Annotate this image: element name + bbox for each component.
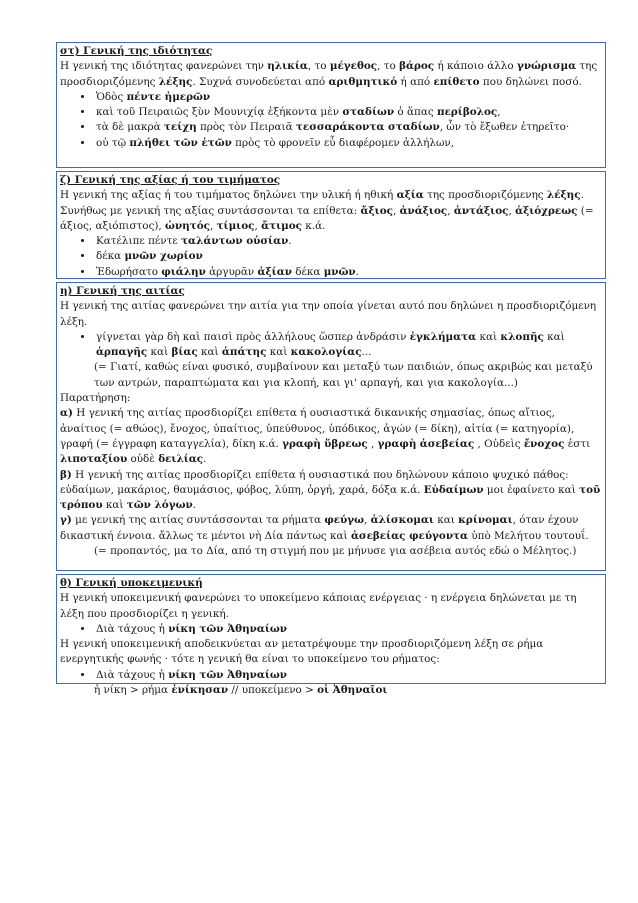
- section-title: θ) Γενική υποκειμενική: [60, 577, 203, 589]
- section-title: στ) Γενική της ιδιότητας: [60, 45, 213, 57]
- example-list: [60, 330, 602, 361]
- section-title: η) Γενική της αιτίας: [60, 285, 185, 297]
- translation: (= προπαντός, μα το Δία, από τη στιγμή που με μήνυσε για ασέβεια αυτός εδώ ο Μέλητος.): [94, 545, 577, 558]
- section-intro: Η γενική υποκειμενική φανερώνει το υποκείμενο κάποιας ενέργειας · η ενέργεια δηλώνεται με τη λέξη που προσδιορίζει η γενική.: [60, 592, 577, 620]
- list-item: • Κατέλιπε πέντε ταλάντων οὐσίαν.: [94, 234, 602, 249]
- list-item: • Ἐδωρήσατο φιάλην ἀργυρᾶν ἀξίαν δέκα μνῶν.: [94, 265, 602, 280]
- note-a: α) Η γενική της αιτίας προσδιορίζει επίθετα ή ουσιαστικά δικανικής σημασίας, όπως αἴτιος, ἀναίτιος (= αθώος), ἔνοχος, ὑπαίτιος, ὑπεύθυνος, ὑπόδικος, ἀγών (= δίκη), αἰτία (= κατηγορία), γραφή (= έγγραφη καταγγελία), δίκη κ.ά. γραφὴ ὕβρεως , γραφὴ ἀσεβείας , Οὐδεὶς ἔνοχος ἐστι λιποταξίου οὐδὲ δειλίας.: [60, 407, 591, 466]
- example-list: [60, 234, 602, 280]
- section-paragraph: [60, 59, 602, 90]
- section-intro: Η γενική της αιτίας φανερώνει την αιτία για την οποία γίνεται αυτό που δηλώνει η προσδιοριζόμενη λέξη.: [60, 300, 597, 328]
- note-c: γ) με γενική της αιτίας συντάσσονται τα ρήματα φεύγω, ἁλίσκομαι και κρίνομαι, όταν έχουν δικαστική έννοια. ἄλλως τε μέντοι νὴ Δία πάντως καὶ ἀσεβείας φεύγοντα ὑπὸ Μελήτου τουτουΐ.: [60, 514, 589, 542]
- text: , το: [377, 60, 400, 73]
- section-title: ζ) Γενική της αξίας ή του τιμήματος: [60, 174, 281, 186]
- list-item: • δέκα μνῶν χωρίον: [94, 249, 602, 264]
- example-list: [60, 668, 602, 683]
- bold-term: ηλικία: [267, 60, 308, 73]
- document-page: [56, 42, 606, 697]
- section-paragraph: Η γενική της αξίας ή του τιμήματος δηλώνει την υλική ή ηθική αξία της προσδιοριζόμενης λέξης. Συνήθως με γενική της αξίας συντάσσονται τα επίθετα: ἄξιος, ἀνάξιος, ἀντάξιος, ἀξιόχρεως (= άξιος, αξιόπιστος), ὠνητός, τίμιος, ἄτιμος κ.ά.: [60, 189, 594, 232]
- bold-term: μέγεθος: [329, 60, 378, 73]
- example-list: [60, 90, 602, 151]
- bold-term: αριθμητικό: [328, 75, 398, 88]
- list-item: • Διὰ τάχους ἡ νίκη τῶν Ἀθηναίων: [94, 668, 602, 683]
- bold-term: λέξης: [158, 75, 193, 88]
- list-item: • τὰ δὲ μακρὰ τείχη πρὸς τὸν Πειραιᾶ τεσσαράκοντα σταδίων, ὧν τὸ ἔξωθεν ἐτηρεῖτο·: [94, 120, 602, 135]
- text: , το: [307, 60, 330, 73]
- note-b: β) Η γενική της αιτίας προσδιορίζει επίθετα ή ουσιαστικά που δηλώνουν κάποιο ψυχικό πάθος: εὐδαίμων, μακάριος, θαυμάσιος, φόβος, λύπη, ὀργή, χαρά, δόξα κ.ά. Εὐδαίμων μοι ἐφαίνετο καὶ τοῦ τρόπου καὶ τῶν λόγων.: [60, 468, 601, 512]
- list-item: • Διὰ τάχους ἡ νίκη τῶν Ἀθηναίων: [94, 622, 602, 637]
- text: ή από: [397, 75, 434, 88]
- list-item: • οὐ τῷ πλήθει τῶν ἐτῶν πρὸς τὸ φρονεῖν εὖ διαφέρομεν ἀλλήλων,: [94, 136, 602, 151]
- list-item: • γίγνεται γὰρ δὴ καὶ παισὶ πρὸς ἀλλήλους ὥσπερ ἀνδράσιν ἐγκλήματα καὶ κλοπῆς καὶ ἁρπαγῆς καὶ βίας καὶ ἀπάτης καὶ κακολογίας...: [94, 330, 602, 361]
- bold-term: βάρος: [399, 60, 435, 73]
- text: που δηλώνει ποσό.: [479, 75, 582, 88]
- section-genitive-subjective: [56, 574, 606, 697]
- translation: (= Γιατί, καθώς είναι φυσικό, συμβαίνουν και μεταξύ των παιδιών, όπως ακριβώς και μεταξύ των αντρών, παραπτώματα και για κλοπή, και γι' αρπαγή, και για κακολογία...): [94, 361, 593, 389]
- text: Η γενική της ιδιότητας φανερώνει την: [60, 60, 268, 73]
- section-paragraph: Η γενική υποκειμενική αποδεικνύεται αν μετατρέψουμε την προσδιοριζόμενη λέξη σε ρήμα ενεργητικής φωνής · τότε η γενική θα είναι το υποκείμενο του ρήματος:: [60, 638, 544, 666]
- note-label: Παρατήρηση:: [60, 392, 131, 405]
- example-list: [60, 622, 602, 637]
- text: της προσδιοριζόμενης: [60, 60, 598, 88]
- section-genitive-cause: [56, 282, 606, 571]
- list-item: • Ὁδὸς πέντε ἡμερῶν: [94, 90, 602, 105]
- text: . Συχνά συνοδεύεται από: [192, 75, 329, 88]
- list-item: • καὶ τοῦ Πειραιῶς ξὺν Μουνιχίᾳ ἑξήκοντα μὲν σταδίων ὁ ἅπας περίβολος,: [94, 105, 602, 120]
- text: ή κάποιο άλλο: [434, 60, 517, 73]
- bold-term: επίθετο: [433, 75, 480, 88]
- bold-term: γνώρισμα: [516, 60, 577, 73]
- transformation-line: ἡ νίκη > ρήμα ἐνίκησαν // υποκείμενο > οἱ Ἀθηναῖοι: [94, 684, 388, 697]
- section-genitive-value: [56, 171, 606, 279]
- section-genitive-quality: [56, 42, 606, 168]
